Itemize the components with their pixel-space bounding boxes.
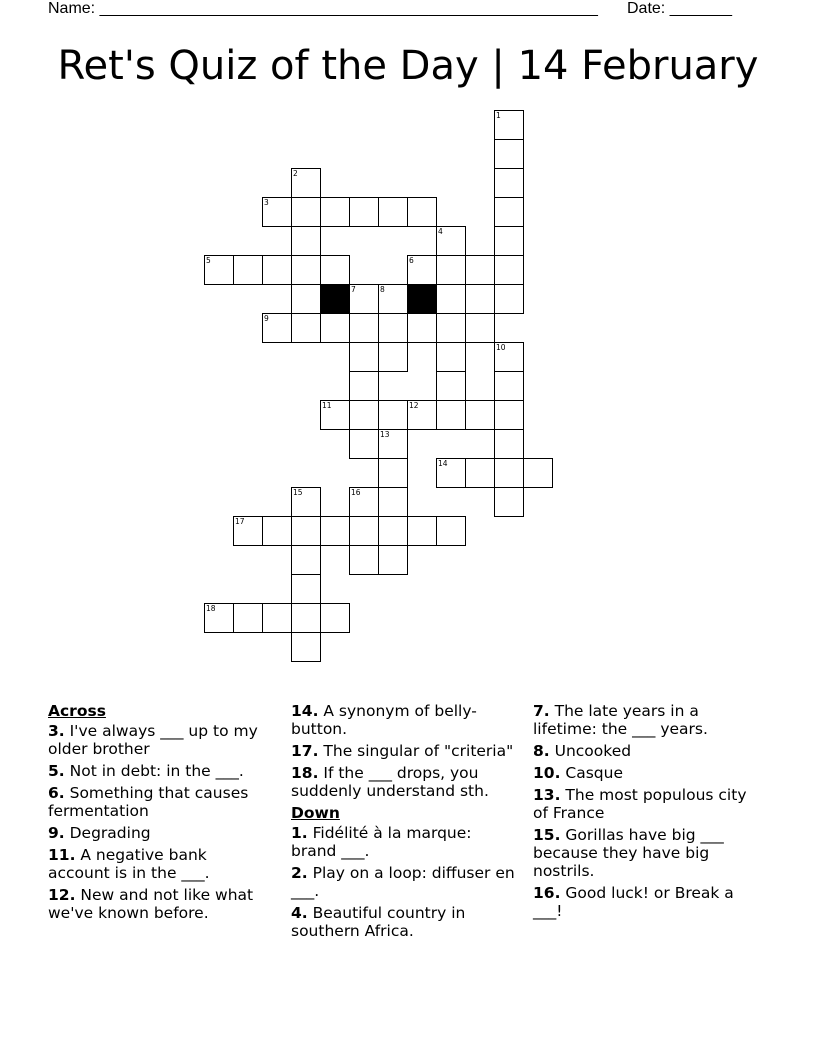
clue-number: 2 [293,169,298,178]
grid-cell[interactable] [407,313,437,343]
clue-text: Fidélité à la marque: brand ___. [291,824,472,860]
clue-number: 15 [293,488,303,497]
clue [48,886,273,922]
down-clue-list-continued [533,702,758,920]
clue-number: 7 [351,285,356,294]
clue-number: 18 [206,604,216,613]
clue-text: I've always ___ up to my older brother [48,722,258,758]
page-title: Ret's Quiz of the Day | 14 February [57,43,759,89]
clue-num: 13. [533,786,561,804]
clue-number: 5 [206,256,211,265]
clue-num: 7. [533,702,550,720]
grid-cell[interactable] [436,313,466,343]
grid-cell[interactable] [349,487,379,517]
clue-text: The singular of "criteria" [318,742,514,760]
clue [533,786,758,822]
clue-num: 11. [48,846,76,864]
clue-num: 18. [291,764,319,782]
grid-cell[interactable] [262,255,292,285]
clue [533,702,758,738]
grid-cell[interactable] [291,197,321,227]
grid-cell[interactable] [378,284,408,314]
clue-text: Good luck! or Break a ___! [533,884,734,920]
clue-number: 3 [264,198,269,207]
clue [48,824,273,842]
grid-cell[interactable] [291,516,321,546]
clue-num: 5. [48,762,65,780]
grid-cell[interactable] [465,458,495,488]
grid-cell[interactable] [349,545,379,575]
grid-cell[interactable] [465,284,495,314]
clue-num: 17. [291,742,319,760]
grid-cell[interactable] [465,313,495,343]
across-clue-list [48,722,273,922]
grid-cell[interactable] [436,371,466,401]
grid-cell[interactable] [291,603,321,633]
clue [533,826,758,880]
grid-cell[interactable] [378,458,408,488]
grid-cell[interactable] [436,255,466,285]
clue-text: A negative bank account is in the ___. [48,846,210,882]
clue-text: The late years in a lifetime: the ___ years. [533,702,708,738]
grid-cell[interactable] [262,313,292,343]
grid-cell[interactable] [494,255,524,285]
grid-cell[interactable] [291,226,321,256]
grid-cell[interactable] [320,516,350,546]
grid-cell[interactable] [407,255,437,285]
across-heading: Across [48,702,106,720]
grid-cell[interactable] [349,197,379,227]
grid-cell[interactable] [494,284,524,314]
grid-cell[interactable] [494,168,524,198]
clue-num: 4. [291,904,308,922]
clue-number: 12 [409,401,419,410]
clue-text: If the ___ drops, you suddenly understand sth. [291,764,489,800]
clue-num: 1. [291,824,308,842]
grid-cell[interactable] [494,110,524,140]
clue-number: 13 [380,430,390,439]
clue-num: 14. [291,702,319,720]
grid-cell[interactable] [349,400,379,430]
clue [48,762,273,780]
clue-number: 14 [438,459,448,468]
clue-text: Uncooked [549,742,632,760]
grid-cell[interactable] [465,400,495,430]
down-clue-list [291,824,516,940]
grid-cell[interactable] [233,603,263,633]
name-field: Name: ________________________________________________________ [48,0,598,17]
grid-cell[interactable] [320,255,350,285]
date-field: Date: _______ [627,0,732,17]
grid-cell[interactable] [233,516,263,546]
clue-number: 17 [235,517,245,526]
grid-cell[interactable] [349,284,379,314]
clue-num: 9. [48,824,65,842]
clue-num: 6. [48,784,65,802]
clue-column-2 [291,702,516,944]
clue [291,824,516,860]
grid-cell[interactable] [349,342,379,372]
grid-cell[interactable] [436,458,466,488]
grid-cell[interactable] [465,255,495,285]
grid-cell[interactable] [291,632,321,662]
grid-cell[interactable] [407,197,437,227]
across-clue-list-continued [291,702,516,800]
grid-cell[interactable] [523,458,553,488]
clue [48,784,273,820]
clue [48,722,273,758]
grid-cell[interactable] [378,487,408,517]
clue [291,904,516,940]
clue-number: 11 [322,401,332,410]
grid-cell[interactable] [378,313,408,343]
grid-cell[interactable] [494,400,524,430]
grid-cell[interactable] [291,487,321,517]
clue-text: A synonym of belly-button. [291,702,477,738]
clue [533,764,758,782]
clue-number: 16 [351,488,361,497]
clue [48,846,273,882]
grid-cell[interactable] [436,516,466,546]
clue-number: 6 [409,256,414,265]
clue-column-3 [533,702,758,924]
grid-cell[interactable] [494,139,524,169]
grid-cell[interactable] [378,342,408,372]
clue-number: 1 [496,111,501,120]
clue-num: 8. [533,742,550,760]
clue-text: Something that causes fermentation [48,784,249,820]
clue-number: 4 [438,227,443,236]
grid-cell[interactable] [494,429,524,459]
grid-cell[interactable] [262,197,292,227]
down-heading: Down [291,804,340,822]
grid-cell[interactable] [494,371,524,401]
grid-cell[interactable] [436,284,466,314]
clue [291,864,516,900]
clue-text: The most populous city of France [533,786,747,822]
grid-cell[interactable] [436,342,466,372]
grid-cell[interactable] [262,603,292,633]
clue-num: 3. [48,722,65,740]
grid-cell[interactable] [349,313,379,343]
clue-column-1 [48,702,273,926]
grid-cell[interactable] [378,400,408,430]
grid-cell[interactable] [320,400,350,430]
grid-cell[interactable] [349,429,379,459]
grid-cell[interactable] [320,197,350,227]
grid-cell[interactable] [436,226,466,256]
grid-cell[interactable] [291,574,321,604]
clue [291,702,516,738]
grid-cell[interactable] [407,400,437,430]
clue-text: Beautiful country in southern Africa. [291,904,466,940]
grid-cell[interactable] [320,313,350,343]
grid-cell[interactable] [494,226,524,256]
clue-num: 15. [533,826,561,844]
clue-num: 16. [533,884,561,902]
grid-cell[interactable] [233,255,263,285]
grid-cell[interactable] [204,255,234,285]
grid-cell[interactable] [262,516,292,546]
grid-cell[interactable] [378,516,408,546]
clue-text: New and not like what we've known before. [48,886,254,922]
grid-cell[interactable] [378,429,408,459]
grid-cell[interactable] [378,545,408,575]
grid-cell[interactable] [320,603,350,633]
grid-cell[interactable] [436,400,466,430]
black-cell [407,284,437,314]
grid-cell[interactable] [204,603,234,633]
grid-cell[interactable] [349,516,379,546]
grid-cell[interactable] [291,168,321,198]
clue-num: 10. [533,764,561,782]
grid-cell[interactable] [291,284,321,314]
clue-text: Play on a loop: diffuser en ___. [291,864,515,900]
clue-number: 8 [380,285,385,294]
grid-cell[interactable] [494,197,524,227]
black-cell [320,284,350,314]
grid-cell[interactable] [349,371,379,401]
grid-cell[interactable] [494,342,524,372]
grid-cell[interactable] [291,545,321,575]
clue [533,884,758,920]
grid-cell[interactable] [291,313,321,343]
clue-number: 9 [264,314,269,323]
grid-cell[interactable] [378,197,408,227]
clue-text: Degrading [64,824,151,842]
clue [291,742,516,760]
clue [291,764,516,800]
grid-cell[interactable] [494,458,524,488]
header-row [48,0,748,20]
clue-num: 12. [48,886,76,904]
clue [533,742,758,760]
grid-cell[interactable] [494,487,524,517]
clue-text: Not in debt: in the ___. [64,762,244,780]
grid-cell[interactable] [291,255,321,285]
clue-text: Casque [560,764,623,782]
clue-num: 2. [291,864,308,882]
clue-text: Gorillas have big ___ because they have big nostrils. [533,826,724,880]
clue-number: 10 [496,343,506,352]
grid-cell[interactable] [407,516,437,546]
